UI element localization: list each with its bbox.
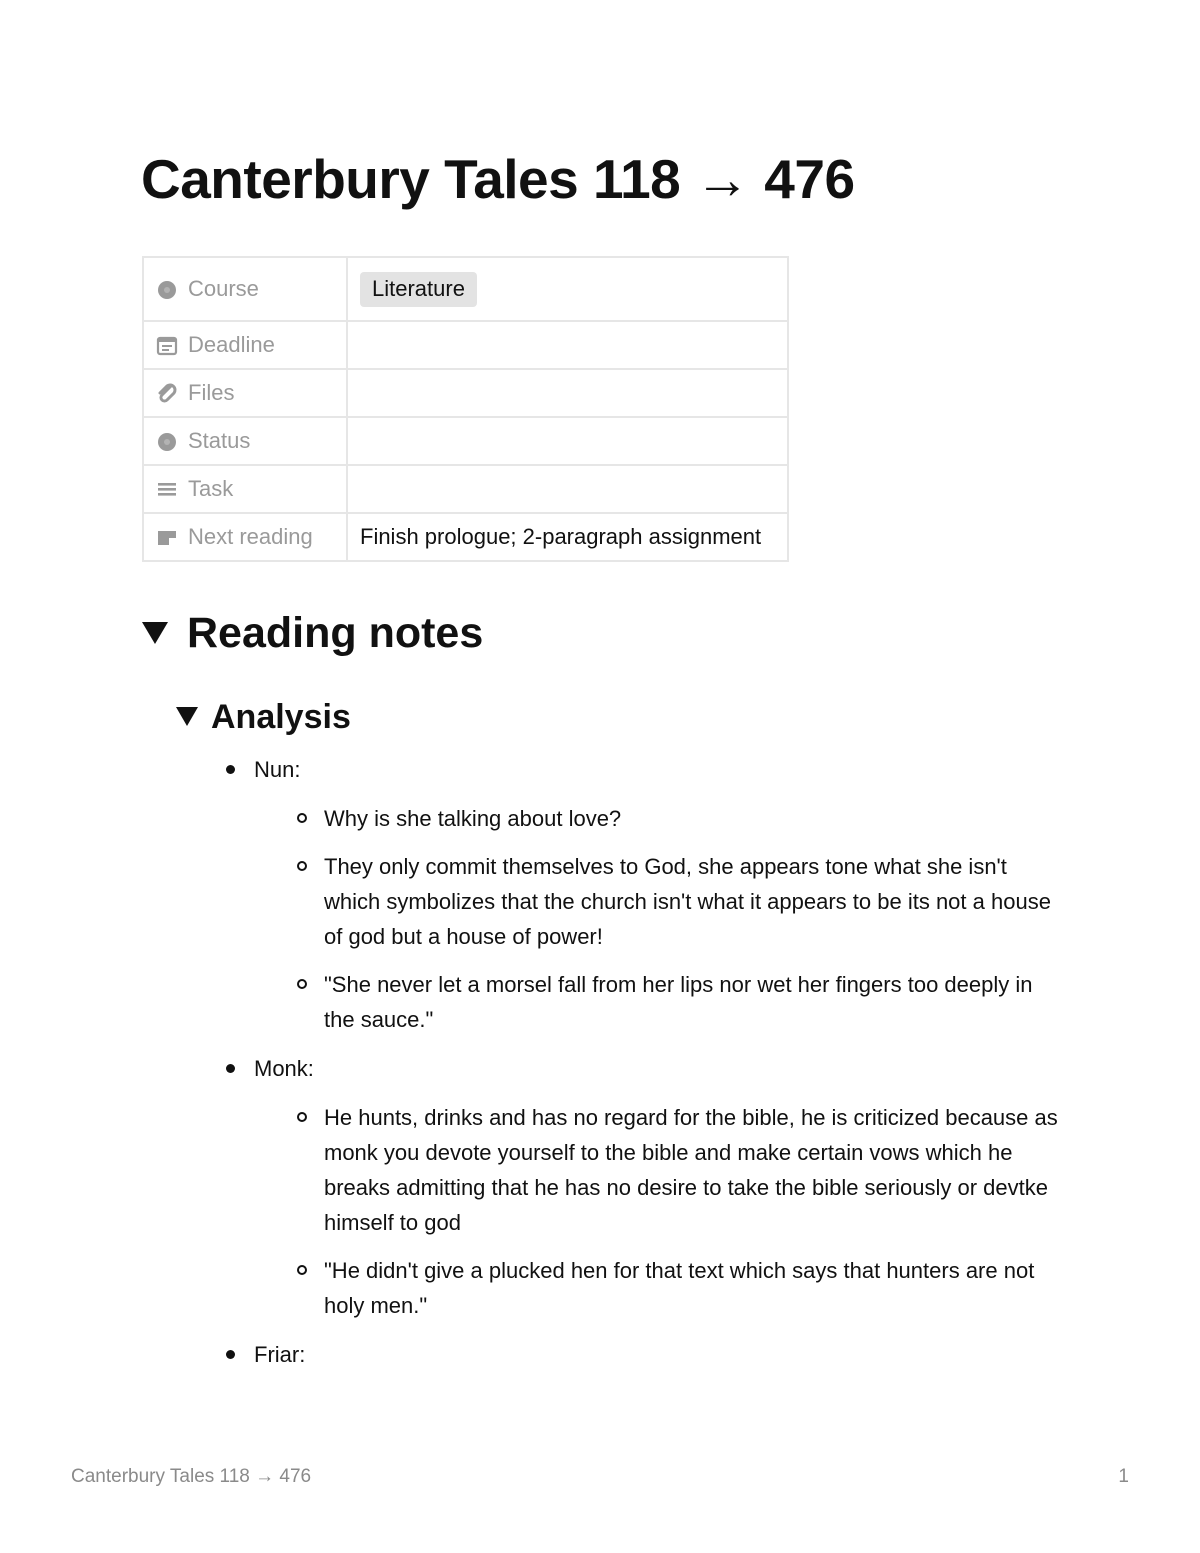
sub-list-text: "He didn't give a plucked hen for that text which says that hunters are not holy men." [324, 1258, 1035, 1318]
text-block-icon [156, 526, 178, 548]
properties-table [142, 256, 789, 562]
property-key [143, 321, 347, 369]
analysis-notes [226, 752, 1066, 1386]
sub-list-item [254, 1100, 1066, 1240]
list-item-label: Nun: [254, 757, 301, 782]
property-value[interactable] [347, 257, 788, 321]
triangle-down-icon[interactable] [141, 620, 169, 644]
reading-notes-toggle-heading[interactable] [141, 605, 483, 661]
lines-icon [156, 478, 178, 500]
list-item-nun [226, 752, 1066, 1037]
property-label: Next reading [188, 524, 313, 549]
property-label: Course [188, 276, 259, 301]
sub-list [254, 1100, 1066, 1323]
property-value[interactable] [347, 321, 788, 369]
property-row-status[interactable] [143, 417, 788, 465]
property-key [143, 257, 347, 321]
property-key [143, 513, 347, 561]
property-key [143, 465, 347, 513]
analysis-toggle-heading[interactable] [175, 695, 351, 739]
circle-dot-icon [156, 430, 178, 452]
calendar-icon [156, 334, 178, 356]
property-label: Status [188, 428, 251, 453]
sub-list-text: Why is she talking about love? [324, 806, 622, 831]
property-row-course[interactable] [143, 257, 788, 321]
bullet-circle [297, 1265, 307, 1275]
sub-list-item [254, 849, 1066, 954]
property-row-task[interactable] [143, 465, 788, 513]
property-value[interactable] [347, 369, 788, 417]
property-label: Task [188, 476, 234, 501]
analysis-heading: Analysis [211, 698, 351, 736]
property-row-next-reading[interactable] [143, 513, 788, 561]
bullet-dot [226, 1350, 235, 1359]
character-list [226, 752, 1066, 1372]
property-row-deadline[interactable] [143, 321, 788, 369]
sub-list-text: They only commit themselves to God, she appears tone what she isn't which symbolizes that the church isn't what it appears to be its not a house of god but a house of power! [324, 854, 1051, 949]
bullet-dot [226, 765, 235, 774]
triangle-down-icon[interactable] [175, 706, 199, 726]
sub-list-item [254, 1253, 1066, 1323]
bullet-circle [297, 813, 307, 823]
property-row-files[interactable] [143, 369, 788, 417]
list-item-label: Friar: [254, 1342, 306, 1367]
circle-dot-icon [156, 278, 178, 300]
list-item-monk [226, 1051, 1066, 1323]
bullet-circle [297, 979, 307, 989]
property-value[interactable]: Finish prologue; 2-paragraph assignment [347, 513, 788, 561]
property-label: Files [188, 380, 235, 405]
sub-list [254, 801, 1066, 1037]
page-number: 1 [1118, 1466, 1129, 1487]
property-value[interactable] [347, 465, 788, 513]
property-key [143, 417, 347, 465]
list-item-label: Monk: [254, 1056, 314, 1081]
bullet-circle [297, 861, 307, 871]
sub-list-text: He hunts, drinks and has no regard for the bible, he is criticized because as monk you devote yourself to the bible and make certain vows which he breaks admitting that he has no desire to take the bible seriously or devtke himself to god [324, 1105, 1058, 1235]
bullet-circle [297, 1112, 307, 1122]
paperclip-icon [156, 382, 178, 404]
footer-title: Canterbury Tales 118 → 476 [71, 1466, 312, 1487]
property-label: Deadline [188, 332, 275, 357]
property-value[interactable] [347, 417, 788, 465]
property-key [143, 369, 347, 417]
course-tag[interactable]: Literature [360, 272, 477, 307]
reading-notes-heading: Reading notes [187, 609, 484, 657]
sub-list-text: "She never let a morsel fall from her lips nor wet her fingers too deeply in the sauce." [324, 972, 1033, 1032]
page-title: Canterbury Tales 118 → 476 [141, 148, 855, 210]
sub-list-item [254, 801, 1066, 836]
bullet-dot [226, 1064, 235, 1073]
list-item-friar [226, 1337, 1066, 1372]
sub-list-item [254, 967, 1066, 1037]
